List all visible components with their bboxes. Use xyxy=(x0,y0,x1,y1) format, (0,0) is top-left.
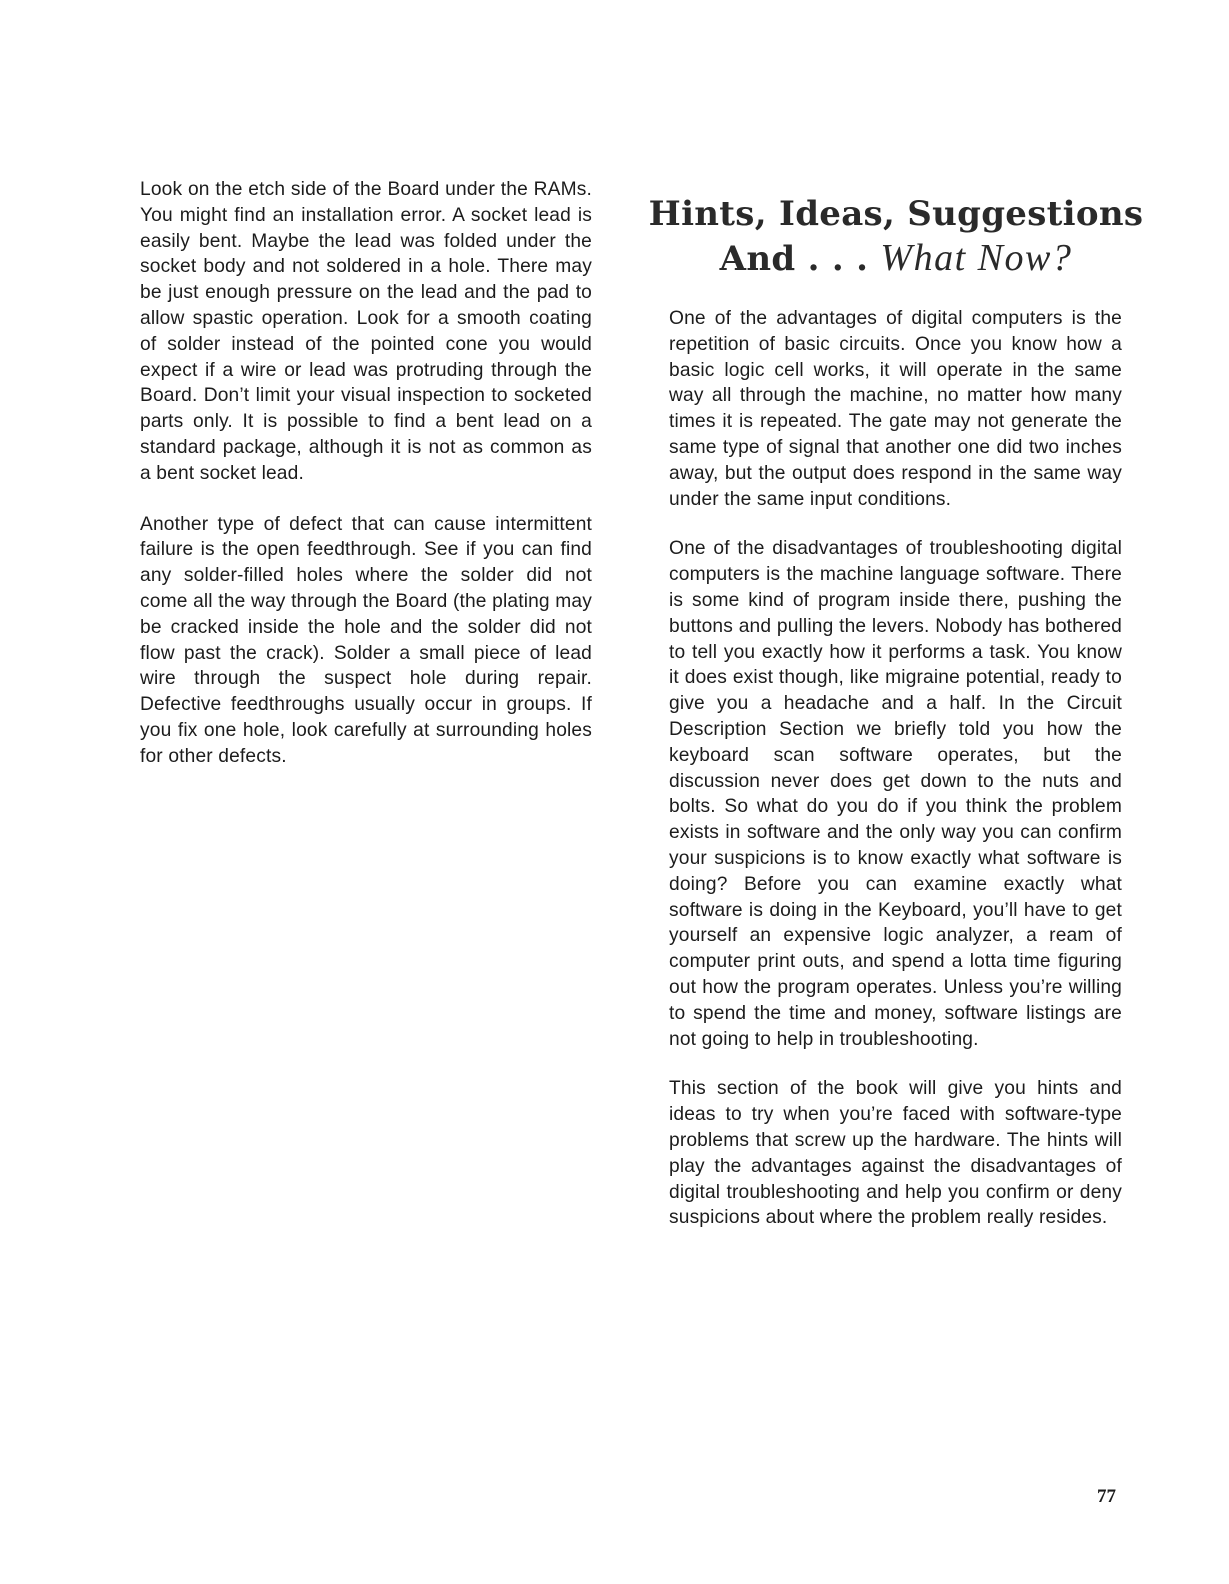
section-heading xyxy=(640,192,1152,281)
right-paragraph-3: This section of the book will give you hints and ideas to try when you’re faced with software-type problems that screw up the hardware. The hints will play the advantages against the disadvantages of digital troubleshooting and help you confirm or deny suspicions about where the problem really resides. xyxy=(669,1078,1122,1229)
left-paragraph-1: Look on the etch side of the Board under the RAMs. You might find an installation error. A socket lead is easily bent. Maybe the lead was folded under the socket body and not soldered in a hole. There may be just enough pressure on the lead and the pad to allow spastic operation. Look for a smooth coating of solder instead of the pointed cone you would expect if a wire or lead was protruding through the Board. Don’t limit your visual inspection to socketed parts only. It is possible to find a bent lead on a standard package, although it is not as common as a bent socket lead. xyxy=(140,179,592,484)
page-number: 77 xyxy=(1097,1486,1116,1507)
right-paragraph-2: One of the disadvantages of troubleshooting digital computers is the machine language software. There is some kind of program inside there, pushing the buttons and pulling the levers. Nobody has bothered to tell you exactly how it performs a task. You know it does exist though, like migraine potential, ready to give you a headache and a half. In the Circuit Description Section we briefly told you how the keyboard scan software operates, but the discussion never does get down to the nuts and bolts. So what do you do if you think the problem exists in software and the only way you can confirm your suspicions is to know exactly what software is doing? Before you can examine exactly what software is doing in the Keyboard, you’ll have to get yourself an expensive logic analyzer, a ream of computer print outs, and spend a lotta time figuring out how the program operates. Unless you’re willing to spend the time and money, software listings are not going to help in troubleshooting. xyxy=(669,538,1122,1050)
left-paragraph-2: Another type of defect that can cause intermittent failure is the open feedthrough. See if you can find any solder-filled holes where the solder did not come all the way through the Board (the plating may be cracked inside the hole and the solder did not flow past the crack). Solder a small piece of lead wire through the suspect hole during repair. Defective feedthroughs usually occur in groups. If you fix one hole, look carefully at surrounding holes for other defects. xyxy=(140,513,592,767)
left-column xyxy=(140,177,592,795)
right-column xyxy=(669,306,1122,1255)
heading-line-1: Hints, Ideas, Suggestions xyxy=(648,194,1144,234)
right-paragraph-1: One of the advantages of digital computers is the repetition of basic circuits. Once you know how a basic logic cell works, it will operate in the same way all through the machine, no matter how many times it is repeated. The gate may not generate the same type of signal that another one did two inches away, but the output does respond in the same way under the same input conditions. xyxy=(669,308,1122,510)
heading-line-2-italic: What Now? xyxy=(880,237,1073,279)
heading-line-2 xyxy=(640,236,1152,281)
heading-line-2-prefix: And . . . xyxy=(719,239,869,279)
